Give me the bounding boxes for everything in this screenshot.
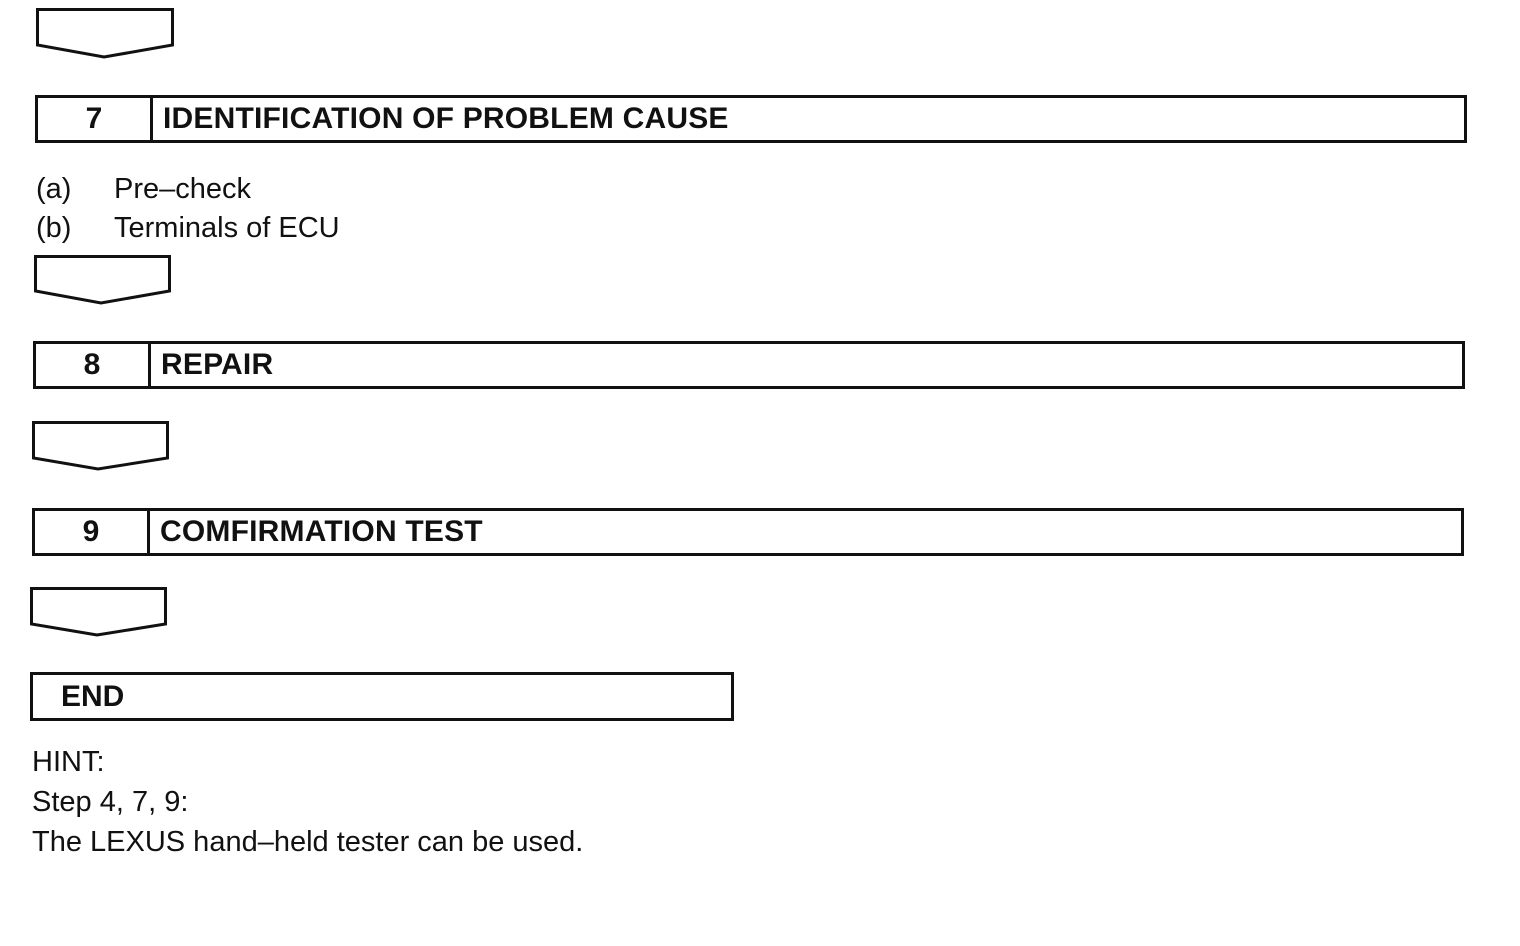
sub-item xyxy=(36,209,340,248)
hint-heading: HINT: xyxy=(32,746,105,778)
sub-item xyxy=(36,170,340,209)
hint-line: Step 4, 7, 9: xyxy=(32,786,189,818)
step-9-box xyxy=(32,508,1464,556)
sub-item-list xyxy=(36,170,340,248)
step-number: 8 xyxy=(36,344,151,386)
flow-arrow-icon xyxy=(36,8,176,58)
end-label: END xyxy=(61,679,125,713)
end-box xyxy=(30,672,734,721)
sub-item-text: Pre–check xyxy=(114,173,252,205)
hint-block xyxy=(32,742,583,862)
flow-arrow-icon xyxy=(34,255,174,305)
step-title: REPAIR xyxy=(161,348,274,381)
step-8-box xyxy=(33,341,1465,389)
hint-line: The LEXUS hand–held tester can be used. xyxy=(32,826,584,858)
step-title: IDENTIFICATION OF PROBLEM CAUSE xyxy=(163,102,729,135)
sub-item-text: Terminals of ECU xyxy=(114,212,340,244)
flow-arrow-icon xyxy=(30,587,170,637)
sub-item-letter: (b) xyxy=(36,212,72,244)
sub-item-letter: (a) xyxy=(36,173,72,205)
flow-arrow-icon xyxy=(32,421,172,471)
step-7-box xyxy=(35,95,1467,143)
step-number: 9 xyxy=(35,511,150,553)
step-title: COMFIRMATION TEST xyxy=(160,515,483,548)
step-number: 7 xyxy=(38,98,153,140)
